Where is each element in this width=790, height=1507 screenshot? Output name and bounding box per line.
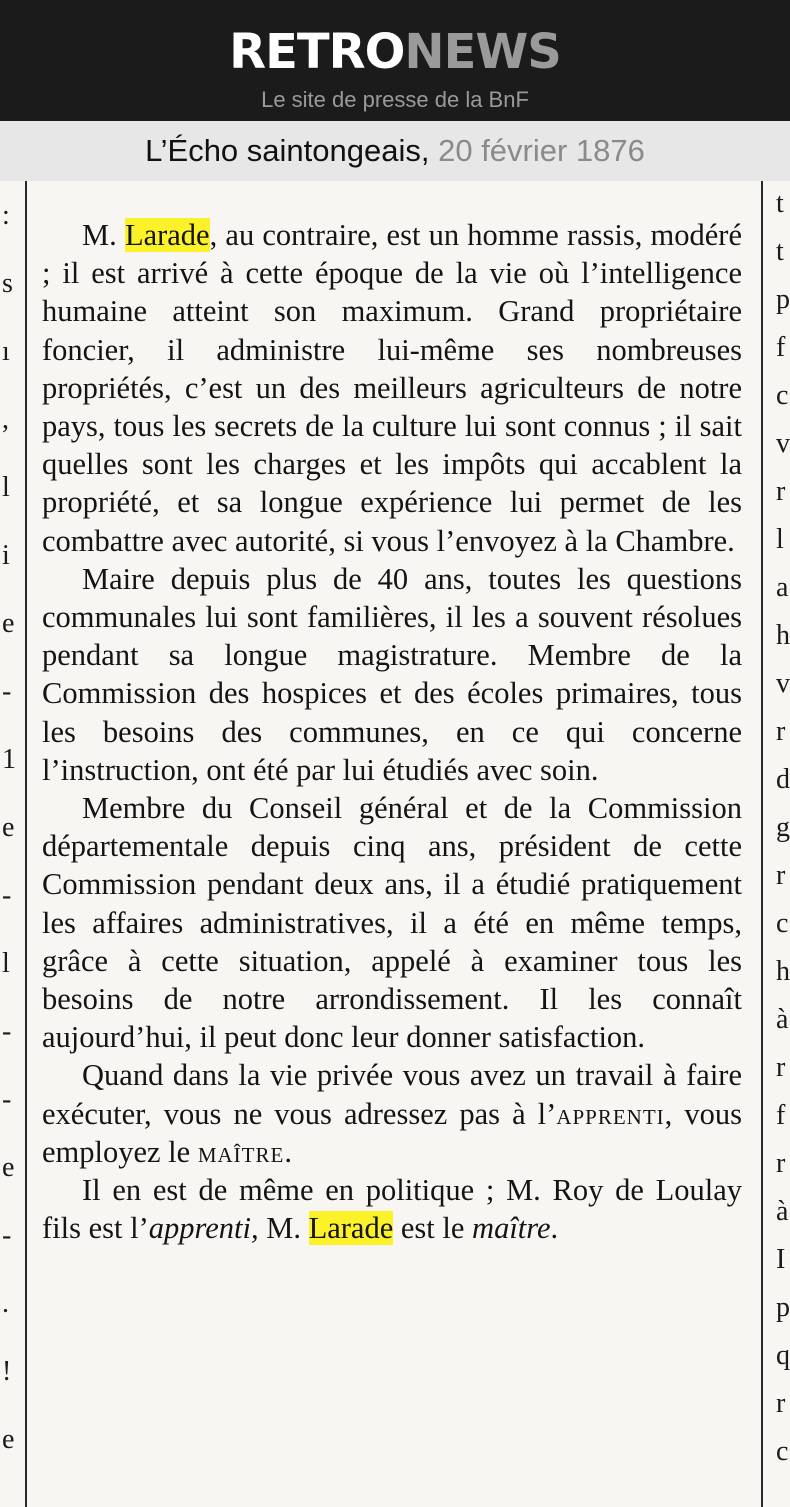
frag-left-glyph: e <box>2 1424 15 1455</box>
newspaper-scan <box>0 181 790 1507</box>
apprenti-small-caps: apprenti <box>556 1096 665 1131</box>
p5-text-2: M. <box>258 1211 309 1246</box>
frag-right-glyph: r <box>776 860 786 891</box>
maitre-italic: maître <box>472 1211 551 1246</box>
frag-left-glyph: l <box>2 472 10 503</box>
paragraph-2: Maire depuis plus de 40 ans, toutes les questions communales lui sont familières, il les a souvent résolues pendant sa longue magistrature. Membre de la Commission des hospices et des écoles primaires, tous les besoins des communes, en ce qui concerne l’instruction, ont été par lui étudiés avec soin. <box>42 561 742 787</box>
frag-left-glyph: . <box>2 1288 9 1319</box>
frag-right-glyph: r <box>776 1148 786 1179</box>
retronews-logo[interactable] <box>0 26 790 78</box>
frag-right-glyph: p <box>776 1292 790 1323</box>
column-rule-left <box>25 181 27 1507</box>
p1-text: , au contraire, est un homme rassis, modéré ; il est arrivé à cette époque de la vie où l’intelligence humaine atteint son maximum. Grand propriétaire foncier, il administre lui-même ses nombreuses propriétés, c’est un des meilleurs agriculteurs de notre pays, tous les secrets de la culture lui sont connus ; il sait quelles sont les charges et les impôts qui accablent la propriété, et sa longue expérience lui permet de les combattre avec autorité, si vous l’envoyez à la Chambre. <box>42 218 742 558</box>
frag-right-glyph: f <box>776 1100 786 1131</box>
frag-right-glyph: c <box>776 380 789 411</box>
article-body <box>42 216 742 1247</box>
frag-left-glyph: - <box>2 1016 12 1047</box>
frag-left-glyph: i <box>2 540 10 571</box>
site-header <box>0 0 790 121</box>
frag-left-glyph: l <box>2 948 10 979</box>
frag-right-glyph: r <box>776 716 786 747</box>
search-highlight: Larade <box>124 218 210 252</box>
maitre-small-caps: maître <box>197 1134 285 1169</box>
p4-text-3: . <box>284 1134 292 1169</box>
frag-right-glyph: r <box>776 476 786 507</box>
frag-right-glyph: g <box>776 812 790 843</box>
logo-news: NEWS <box>404 24 561 80</box>
frag-left-glyph: - <box>2 1220 12 1251</box>
frag-left-glyph: - <box>2 880 12 911</box>
frag-right-glyph: c <box>776 908 789 939</box>
source-bar <box>0 121 790 181</box>
frag-left-glyph: : <box>2 200 10 231</box>
newspaper-title: L’Écho saintongeais, <box>145 133 430 168</box>
search-highlight: Larade <box>308 1211 394 1246</box>
frag-left-glyph: - <box>2 1084 12 1115</box>
frag-right-glyph: v <box>776 428 790 459</box>
frag-right-glyph: h <box>776 956 790 987</box>
frag-right-glyph: à <box>776 1004 789 1035</box>
frag-right-glyph: q <box>776 1340 790 1371</box>
frag-left-glyph: , <box>2 404 9 435</box>
frag-left-glyph: 1 <box>2 744 16 775</box>
p1-prefix: M. <box>82 218 125 252</box>
p4-text-2: , vous employez le <box>42 1096 742 1169</box>
apprenti-italic: apprenti, <box>148 1211 259 1246</box>
column-rule-right <box>761 181 763 1507</box>
p5-text-1: Il en est de même en politique ; M. Roy de Loulay fils est l’ <box>42 1173 742 1246</box>
paragraph-1 <box>42 216 742 560</box>
frag-right-glyph: c <box>776 1436 789 1467</box>
paragraph-4 <box>42 1056 742 1171</box>
frag-right-glyph: l <box>776 524 784 555</box>
frag-left-glyph: e <box>2 812 15 843</box>
publication-date: 20 février 1876 <box>438 133 645 168</box>
paragraph-3: Membre du Conseil général et de la Commission départementale depuis cinq ans, président de cette Commission pendant deux ans, il a étudié pratiquement les affaires administratives, il a été en même temps, grâce à cette situation, appelé à examiner tous les besoins de notre arrondissement. Il les connaît aujourd’hui, il peut donc leur donner satisfaction. <box>42 791 742 1055</box>
p4-text-1: Quand dans la vie privée vous avez un travail à faire exécuter, vous ne vous adressez pas à l’ <box>42 1058 742 1131</box>
frag-right-glyph: d <box>776 764 790 795</box>
frag-right-glyph: h <box>776 620 790 651</box>
frag-right-glyph: r <box>776 1388 786 1419</box>
frag-right-glyph: r <box>776 1052 786 1083</box>
site-tagline: Le site de presse de la BnF <box>261 87 529 112</box>
p5-text-4: . <box>550 1211 559 1246</box>
frag-right-glyph: t <box>776 188 784 219</box>
frag-right-glyph: t <box>776 236 784 267</box>
frag-right-glyph: à <box>776 1196 789 1227</box>
frag-left-glyph: ! <box>2 1356 12 1387</box>
p5-text-3: est le <box>393 1211 473 1246</box>
frag-right-glyph: a <box>776 572 789 603</box>
frag-left-glyph: ı <box>2 336 10 367</box>
frag-right-glyph: f <box>776 332 786 363</box>
frag-right-glyph: I <box>776 1244 786 1275</box>
frag-left-glyph: - <box>2 676 12 707</box>
frag-right-glyph: p <box>776 284 790 315</box>
frag-right-glyph: v <box>776 668 790 699</box>
logo-retro: RETRO <box>229 24 405 80</box>
frag-left-glyph: e <box>2 1152 15 1183</box>
frag-left-glyph: e <box>2 608 15 639</box>
frag-left-glyph: s <box>2 268 13 299</box>
paragraph-5 <box>42 1171 742 1247</box>
